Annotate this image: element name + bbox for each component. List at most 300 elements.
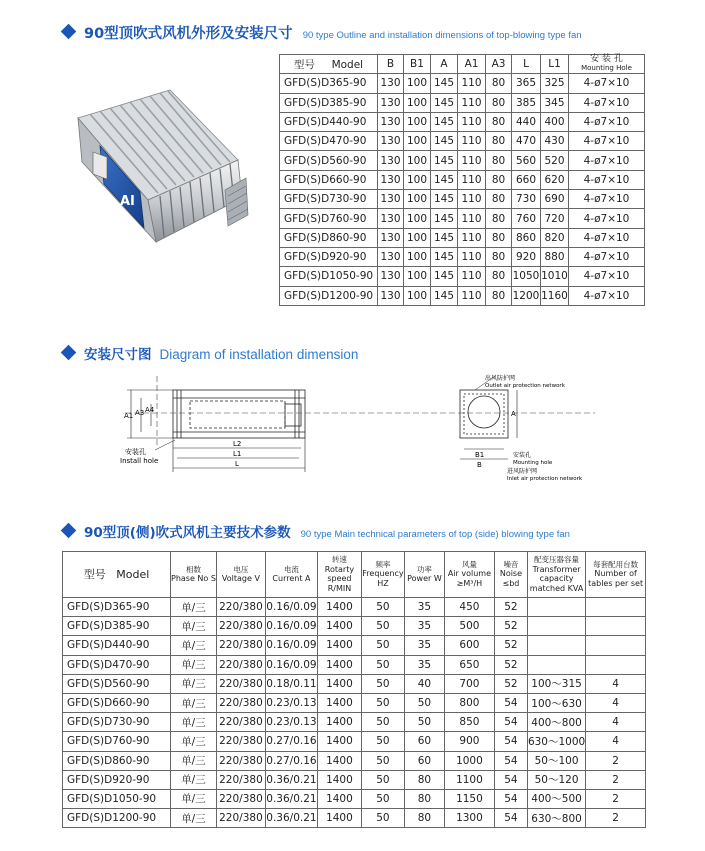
value-cell: 0.18/0.11 bbox=[265, 674, 317, 693]
tech-header-tables-per-set bbox=[586, 552, 646, 598]
value-cell: 130 bbox=[378, 267, 404, 286]
model-cell: GFD(S)D760-90 bbox=[280, 209, 378, 228]
header-mounting-hole bbox=[569, 55, 645, 74]
value-cell: 385 bbox=[512, 93, 541, 112]
value-cell: 1010 bbox=[541, 267, 569, 286]
value-cell: 35 bbox=[404, 598, 444, 617]
value-cell bbox=[527, 636, 585, 655]
value-cell: 52 bbox=[494, 636, 527, 655]
outline-table-row bbox=[280, 132, 645, 151]
value-cell: 100 bbox=[404, 247, 431, 266]
value-cell: 80 bbox=[486, 170, 512, 189]
tech-table-row bbox=[63, 732, 646, 751]
tech-header-voltage-en: Voltage V bbox=[221, 574, 260, 583]
value-cell: 80 bbox=[486, 247, 512, 266]
tech-header-frequency-cn: 频率 bbox=[375, 559, 391, 569]
header-a3: A3 bbox=[486, 55, 512, 74]
value-cell: 100 bbox=[404, 112, 431, 131]
model-cell: GFD(S)D1200-90 bbox=[280, 286, 378, 305]
tech-table-row bbox=[63, 751, 646, 770]
value-cell: 2 bbox=[586, 809, 646, 828]
value-cell: 0.23/0.13 bbox=[265, 693, 317, 712]
tech-table-row bbox=[63, 693, 646, 712]
value-cell: 660 bbox=[512, 170, 541, 189]
dim-l2-label: L2 bbox=[233, 440, 242, 448]
tech-table-row bbox=[63, 617, 646, 636]
value-cell: 1400 bbox=[317, 713, 361, 732]
value-cell: 50 bbox=[361, 751, 404, 770]
value-cell: 4 bbox=[586, 713, 646, 732]
value-cell: 110 bbox=[458, 209, 486, 228]
tech-header-tables-en: Number of tables per set bbox=[588, 569, 644, 588]
value-cell: 1400 bbox=[317, 598, 361, 617]
value-cell: 80 bbox=[486, 209, 512, 228]
install-hole-en: Install hole bbox=[120, 457, 159, 465]
value-cell: 220/380 bbox=[216, 655, 265, 674]
value-cell: 130 bbox=[378, 112, 404, 131]
value-cell: 50 bbox=[361, 770, 404, 789]
value-cell: 1100 bbox=[444, 770, 494, 789]
value-cell: 单/三 bbox=[171, 713, 217, 732]
value-cell: 4-ø7×10 bbox=[569, 170, 645, 189]
model-cell: GFD(S)D1200-90 bbox=[63, 809, 171, 828]
value-cell: 1400 bbox=[317, 655, 361, 674]
value-cell: 220/380 bbox=[216, 598, 265, 617]
value-cell: 80 bbox=[486, 93, 512, 112]
value-cell: 4-ø7×10 bbox=[569, 112, 645, 131]
header-model bbox=[280, 55, 378, 74]
value-cell: 110 bbox=[458, 247, 486, 266]
value-cell: 110 bbox=[458, 190, 486, 209]
value-cell: 900 bbox=[444, 732, 494, 751]
value-cell: 1400 bbox=[317, 770, 361, 789]
value-cell: 130 bbox=[378, 247, 404, 266]
value-cell: 100 bbox=[404, 74, 431, 93]
value-cell: 220/380 bbox=[216, 636, 265, 655]
value-cell: 52 bbox=[494, 617, 527, 636]
value-cell: 650 bbox=[444, 655, 494, 674]
value-cell: 100 bbox=[404, 170, 431, 189]
model-cell: GFD(S)D385-90 bbox=[63, 617, 171, 636]
value-cell: 0.27/0.16 bbox=[265, 732, 317, 751]
value-cell: 145 bbox=[431, 112, 458, 131]
tech-header-transformer bbox=[527, 552, 585, 598]
value-cell: 54 bbox=[494, 751, 527, 770]
model-cell: GFD(S)D365-90 bbox=[280, 74, 378, 93]
value-cell: 50 bbox=[361, 598, 404, 617]
tech-table-row bbox=[63, 655, 646, 674]
inlet-net-cn: 进风防护网 bbox=[507, 468, 538, 475]
tech-header-current bbox=[265, 552, 317, 598]
section3-heading bbox=[63, 521, 570, 541]
model-cell: GFD(S)D760-90 bbox=[63, 732, 171, 751]
model-cell: GFD(S)D470-90 bbox=[63, 655, 171, 674]
value-cell: 130 bbox=[378, 228, 404, 247]
value-cell: 145 bbox=[431, 93, 458, 112]
value-cell: 110 bbox=[458, 286, 486, 305]
section3-title-en: 90 type Main technical parameters of top (side) blowing type fan bbox=[300, 529, 570, 540]
model-cell: GFD(S)D1050-90 bbox=[280, 267, 378, 286]
value-cell: 单/三 bbox=[171, 751, 217, 770]
value-cell: 单/三 bbox=[171, 655, 217, 674]
tech-header-phase-cn: 相数 bbox=[185, 564, 201, 574]
value-cell: 54 bbox=[494, 809, 527, 828]
value-cell: 4-ø7×10 bbox=[569, 151, 645, 170]
header-model-cn: 型号 bbox=[293, 58, 315, 71]
value-cell: 0.36/0.21 bbox=[265, 789, 317, 808]
value-cell: 440 bbox=[512, 112, 541, 131]
value-cell: 35 bbox=[404, 655, 444, 674]
outline-table-row bbox=[280, 190, 645, 209]
value-cell: 720 bbox=[541, 209, 569, 228]
tech-header-current-en: Current A bbox=[272, 574, 311, 583]
value-cell: 50 bbox=[404, 693, 444, 712]
tech-table-row bbox=[63, 770, 646, 789]
value-cell: 0.16/0.09 bbox=[265, 636, 317, 655]
value-cell: 220/380 bbox=[216, 693, 265, 712]
tech-header-speed bbox=[317, 552, 361, 598]
tech-header-air-volume bbox=[444, 552, 494, 598]
header-l1: L1 bbox=[541, 55, 569, 74]
tech-table-row bbox=[63, 674, 646, 693]
tech-header-frequency-en: Frequency HZ bbox=[362, 569, 404, 588]
tech-header-tables-cn: 每套配用台数 bbox=[593, 559, 639, 569]
outlet-net-cn: 出风防护网 bbox=[485, 375, 516, 382]
value-cell: 400 bbox=[541, 112, 569, 131]
model-cell: GFD(S)D440-90 bbox=[280, 112, 378, 131]
value-cell bbox=[586, 655, 646, 674]
value-cell: 35 bbox=[404, 617, 444, 636]
outline-table-header-row bbox=[280, 55, 645, 74]
value-cell: 50 bbox=[404, 713, 444, 732]
value-cell: 80 bbox=[486, 151, 512, 170]
header-b1: B1 bbox=[404, 55, 431, 74]
tech-header-current-cn: 电流 bbox=[283, 564, 299, 574]
diamond-bullet-icon bbox=[61, 345, 77, 361]
inlet-net-en: Inlet air protection network bbox=[507, 476, 583, 482]
value-cell: 630～800 bbox=[527, 809, 585, 828]
value-cell: 130 bbox=[378, 170, 404, 189]
value-cell: 400～500 bbox=[527, 789, 585, 808]
dim-a3-label: A3 bbox=[135, 409, 145, 417]
dim-a4-label: A4 bbox=[145, 406, 155, 414]
value-cell: 0.16/0.09 bbox=[265, 598, 317, 617]
value-cell: 1400 bbox=[317, 617, 361, 636]
value-cell: 4-ø7×10 bbox=[569, 132, 645, 151]
value-cell: 145 bbox=[431, 151, 458, 170]
value-cell: 4-ø7×10 bbox=[569, 247, 645, 266]
tech-header-transformer-cn: 配变压器容量 bbox=[534, 555, 580, 564]
value-cell: 54 bbox=[494, 713, 527, 732]
value-cell: 560 bbox=[512, 151, 541, 170]
value-cell: 1160 bbox=[541, 286, 569, 305]
value-cell: 220/380 bbox=[216, 617, 265, 636]
value-cell: 80 bbox=[404, 770, 444, 789]
value-cell: 100 bbox=[404, 209, 431, 228]
model-cell: GFD(S)D1050-90 bbox=[63, 789, 171, 808]
value-cell: 80 bbox=[486, 132, 512, 151]
model-cell: GFD(S)D470-90 bbox=[280, 132, 378, 151]
model-cell: GFD(S)D385-90 bbox=[280, 93, 378, 112]
section1-heading bbox=[63, 22, 582, 43]
value-cell: 130 bbox=[378, 74, 404, 93]
value-cell: 220/380 bbox=[216, 751, 265, 770]
value-cell: 4-ø7×10 bbox=[569, 74, 645, 93]
value-cell: 145 bbox=[431, 267, 458, 286]
value-cell: 80 bbox=[404, 809, 444, 828]
value-cell: 1000 bbox=[444, 751, 494, 770]
value-cell: 220/380 bbox=[216, 674, 265, 693]
outline-table-row bbox=[280, 209, 645, 228]
value-cell: 130 bbox=[378, 190, 404, 209]
value-cell: 2 bbox=[586, 751, 646, 770]
value-cell: 1200 bbox=[512, 286, 541, 305]
outline-dimension-table bbox=[279, 54, 645, 306]
value-cell: 54 bbox=[494, 693, 527, 712]
value-cell: 100 bbox=[404, 151, 431, 170]
header-hole-en: Mounting Hole bbox=[581, 64, 632, 73]
section1-title-cn: 90型顶吹式风机外形及安装尺寸 bbox=[84, 26, 293, 42]
value-cell: 单/三 bbox=[171, 617, 217, 636]
value-cell bbox=[586, 636, 646, 655]
value-cell: 100 bbox=[404, 286, 431, 305]
value-cell: 325 bbox=[541, 74, 569, 93]
dim-a1-label: A1 bbox=[124, 412, 134, 420]
impeller-outline bbox=[190, 401, 285, 428]
value-cell: 50 bbox=[361, 789, 404, 808]
value-cell: 145 bbox=[431, 132, 458, 151]
tech-table-row bbox=[63, 789, 646, 808]
outlet-net-en: Outlet air protection network bbox=[485, 383, 565, 389]
value-cell: 600 bbox=[444, 636, 494, 655]
value-cell: 145 bbox=[431, 190, 458, 209]
value-cell: 1300 bbox=[444, 809, 494, 828]
tech-header-model bbox=[63, 552, 171, 598]
tech-header-transformer-en: Transformer capacity matched KVA bbox=[529, 564, 584, 593]
value-cell: 1400 bbox=[317, 732, 361, 751]
value-cell: 50 bbox=[361, 674, 404, 693]
value-cell: 130 bbox=[378, 93, 404, 112]
value-cell: 单/三 bbox=[171, 732, 217, 751]
tech-header-model-en: Model bbox=[116, 567, 150, 581]
value-cell: 110 bbox=[458, 132, 486, 151]
technical-parameters-table bbox=[62, 551, 646, 828]
value-cell: 110 bbox=[458, 170, 486, 189]
value-cell: 110 bbox=[458, 151, 486, 170]
tech-header-noise-cn: 噪音 bbox=[503, 559, 519, 569]
value-cell: 1400 bbox=[317, 809, 361, 828]
value-cell: 单/三 bbox=[171, 636, 217, 655]
value-cell: 620 bbox=[541, 170, 569, 189]
value-cell: 220/380 bbox=[216, 732, 265, 751]
diamond-bullet-icon bbox=[61, 24, 77, 40]
value-cell bbox=[586, 617, 646, 636]
value-cell: 80 bbox=[486, 286, 512, 305]
value-cell: 110 bbox=[458, 228, 486, 247]
value-cell bbox=[527, 617, 585, 636]
value-cell: 145 bbox=[431, 228, 458, 247]
value-cell: 80 bbox=[486, 228, 512, 247]
value-cell: 50 bbox=[361, 655, 404, 674]
section2-title-cn: 安装尺寸图 bbox=[84, 347, 152, 363]
header-model-en: Model bbox=[331, 58, 364, 71]
value-cell: 60 bbox=[404, 751, 444, 770]
header-b: B bbox=[378, 55, 404, 74]
value-cell: 0.23/0.13 bbox=[265, 713, 317, 732]
value-cell: 单/三 bbox=[171, 598, 217, 617]
value-cell: 100 bbox=[404, 190, 431, 209]
header-a: A bbox=[431, 55, 458, 74]
section3-title-cn: 90型顶(侧)吹式风机主要技术参数 bbox=[84, 525, 291, 541]
value-cell: 800 bbox=[444, 693, 494, 712]
value-cell: 920 bbox=[512, 247, 541, 266]
header-a1: A1 bbox=[458, 55, 486, 74]
value-cell: 35 bbox=[404, 636, 444, 655]
value-cell: 1050 bbox=[512, 267, 541, 286]
value-cell: 470 bbox=[512, 132, 541, 151]
value-cell: 2 bbox=[586, 770, 646, 789]
tech-header-noise-en: Noise ≤bd bbox=[499, 569, 523, 588]
value-cell: 110 bbox=[458, 93, 486, 112]
value-cell: 130 bbox=[378, 286, 404, 305]
tech-header-air-volume-cn: 风量 bbox=[461, 559, 477, 569]
value-cell: 单/三 bbox=[171, 809, 217, 828]
value-cell: 单/三 bbox=[171, 674, 217, 693]
value-cell: 0.36/0.21 bbox=[265, 809, 317, 828]
value-cell: 4 bbox=[586, 674, 646, 693]
value-cell: 100 bbox=[404, 132, 431, 151]
value-cell: 52 bbox=[494, 655, 527, 674]
value-cell: 1400 bbox=[317, 693, 361, 712]
section2-heading bbox=[63, 343, 358, 363]
value-cell: 520 bbox=[541, 151, 569, 170]
value-cell: 220/380 bbox=[216, 789, 265, 808]
value-cell: 1150 bbox=[444, 789, 494, 808]
value-cell: 0.16/0.09 bbox=[265, 617, 317, 636]
model-cell: GFD(S)D660-90 bbox=[63, 693, 171, 712]
model-cell: GFD(S)D730-90 bbox=[63, 713, 171, 732]
photo-badge: AI bbox=[120, 194, 135, 209]
value-cell: 50 bbox=[361, 809, 404, 828]
diamond-bullet-icon bbox=[61, 523, 77, 539]
value-cell bbox=[527, 598, 585, 617]
outline-table-row bbox=[280, 170, 645, 189]
tech-header-air-volume-en: Air volume ≥M³/H bbox=[447, 569, 492, 588]
value-cell: 80 bbox=[404, 789, 444, 808]
model-cell: GFD(S)D730-90 bbox=[280, 190, 378, 209]
value-cell: 4-ø7×10 bbox=[569, 228, 645, 247]
value-cell: 110 bbox=[458, 112, 486, 131]
value-cell: 60 bbox=[404, 732, 444, 751]
tech-header-model-cn: 型号 bbox=[83, 567, 106, 581]
value-cell: 145 bbox=[431, 209, 458, 228]
outline-table-row bbox=[280, 151, 645, 170]
model-cell: GFD(S)D860-90 bbox=[280, 228, 378, 247]
outline-table-row bbox=[280, 286, 645, 305]
value-cell: 880 bbox=[541, 247, 569, 266]
value-cell: 630～1000 bbox=[527, 732, 585, 751]
tech-header-power bbox=[404, 552, 444, 598]
dim-b1-label: B1 bbox=[475, 451, 485, 459]
tech-table-row bbox=[63, 809, 646, 828]
value-cell: 110 bbox=[458, 267, 486, 286]
fan-end-view bbox=[460, 390, 508, 438]
model-cell: GFD(S)D560-90 bbox=[280, 151, 378, 170]
outline-table-row bbox=[280, 267, 645, 286]
section2-title-en: Diagram of installation dimension bbox=[159, 347, 359, 362]
value-cell: 820 bbox=[541, 228, 569, 247]
dim-l-label: L bbox=[235, 460, 239, 468]
value-cell: 1400 bbox=[317, 636, 361, 655]
value-cell: 52 bbox=[494, 598, 527, 617]
tech-header-power-cn: 功率 bbox=[416, 564, 432, 574]
outline-table-row bbox=[280, 112, 645, 131]
value-cell: 4-ø7×10 bbox=[569, 93, 645, 112]
value-cell: 730 bbox=[512, 190, 541, 209]
value-cell: 单/三 bbox=[171, 693, 217, 712]
value-cell: 700 bbox=[444, 674, 494, 693]
value-cell: 4-ø7×10 bbox=[569, 190, 645, 209]
tech-header-phase-en: Phase No S bbox=[171, 574, 216, 583]
value-cell: 365 bbox=[512, 74, 541, 93]
tech-header-voltage-cn: 电压 bbox=[233, 564, 249, 574]
installation-dimension-diagram bbox=[115, 368, 595, 488]
value-cell: 50 bbox=[361, 732, 404, 751]
tech-header-power-en: Power W bbox=[407, 574, 442, 583]
value-cell: 850 bbox=[444, 713, 494, 732]
value-cell: 50 bbox=[361, 636, 404, 655]
value-cell: 145 bbox=[431, 286, 458, 305]
value-cell: 50 bbox=[361, 713, 404, 732]
model-cell: GFD(S)D860-90 bbox=[63, 751, 171, 770]
tech-header-phase bbox=[171, 552, 217, 598]
value-cell: 100～630 bbox=[527, 693, 585, 712]
value-cell: 50～120 bbox=[527, 770, 585, 789]
value-cell: 220/380 bbox=[216, 713, 265, 732]
value-cell: 4 bbox=[586, 732, 646, 751]
value-cell: 0.16/0.09 bbox=[265, 655, 317, 674]
value-cell: 400～800 bbox=[527, 713, 585, 732]
value-cell: 2 bbox=[586, 789, 646, 808]
tech-header-noise bbox=[494, 552, 527, 598]
value-cell: 100～315 bbox=[527, 674, 585, 693]
fan-product-photo bbox=[60, 80, 250, 255]
value-cell: 80 bbox=[486, 267, 512, 286]
dim-b-label: B bbox=[477, 461, 482, 469]
value-cell: 430 bbox=[541, 132, 569, 151]
value-cell: 80 bbox=[486, 112, 512, 131]
value-cell: 145 bbox=[431, 247, 458, 266]
value-cell: 50～100 bbox=[527, 751, 585, 770]
value-cell: 130 bbox=[378, 151, 404, 170]
value-cell: 130 bbox=[378, 209, 404, 228]
value-cell: 4-ø7×10 bbox=[569, 286, 645, 305]
value-cell: 345 bbox=[541, 93, 569, 112]
mount-hole-en: Mounting hole bbox=[513, 460, 553, 466]
value-cell bbox=[586, 598, 646, 617]
value-cell: 145 bbox=[431, 74, 458, 93]
value-cell: 0.27/0.16 bbox=[265, 751, 317, 770]
value-cell: 100 bbox=[404, 228, 431, 247]
value-cell: 4 bbox=[586, 693, 646, 712]
dim-a-label: A bbox=[511, 410, 516, 418]
value-cell: 40 bbox=[404, 674, 444, 693]
model-cell: GFD(S)D660-90 bbox=[280, 170, 378, 189]
outline-table-row bbox=[280, 74, 645, 93]
value-cell: 690 bbox=[541, 190, 569, 209]
model-cell: GFD(S)D365-90 bbox=[63, 598, 171, 617]
fan-end-circle bbox=[468, 396, 500, 428]
